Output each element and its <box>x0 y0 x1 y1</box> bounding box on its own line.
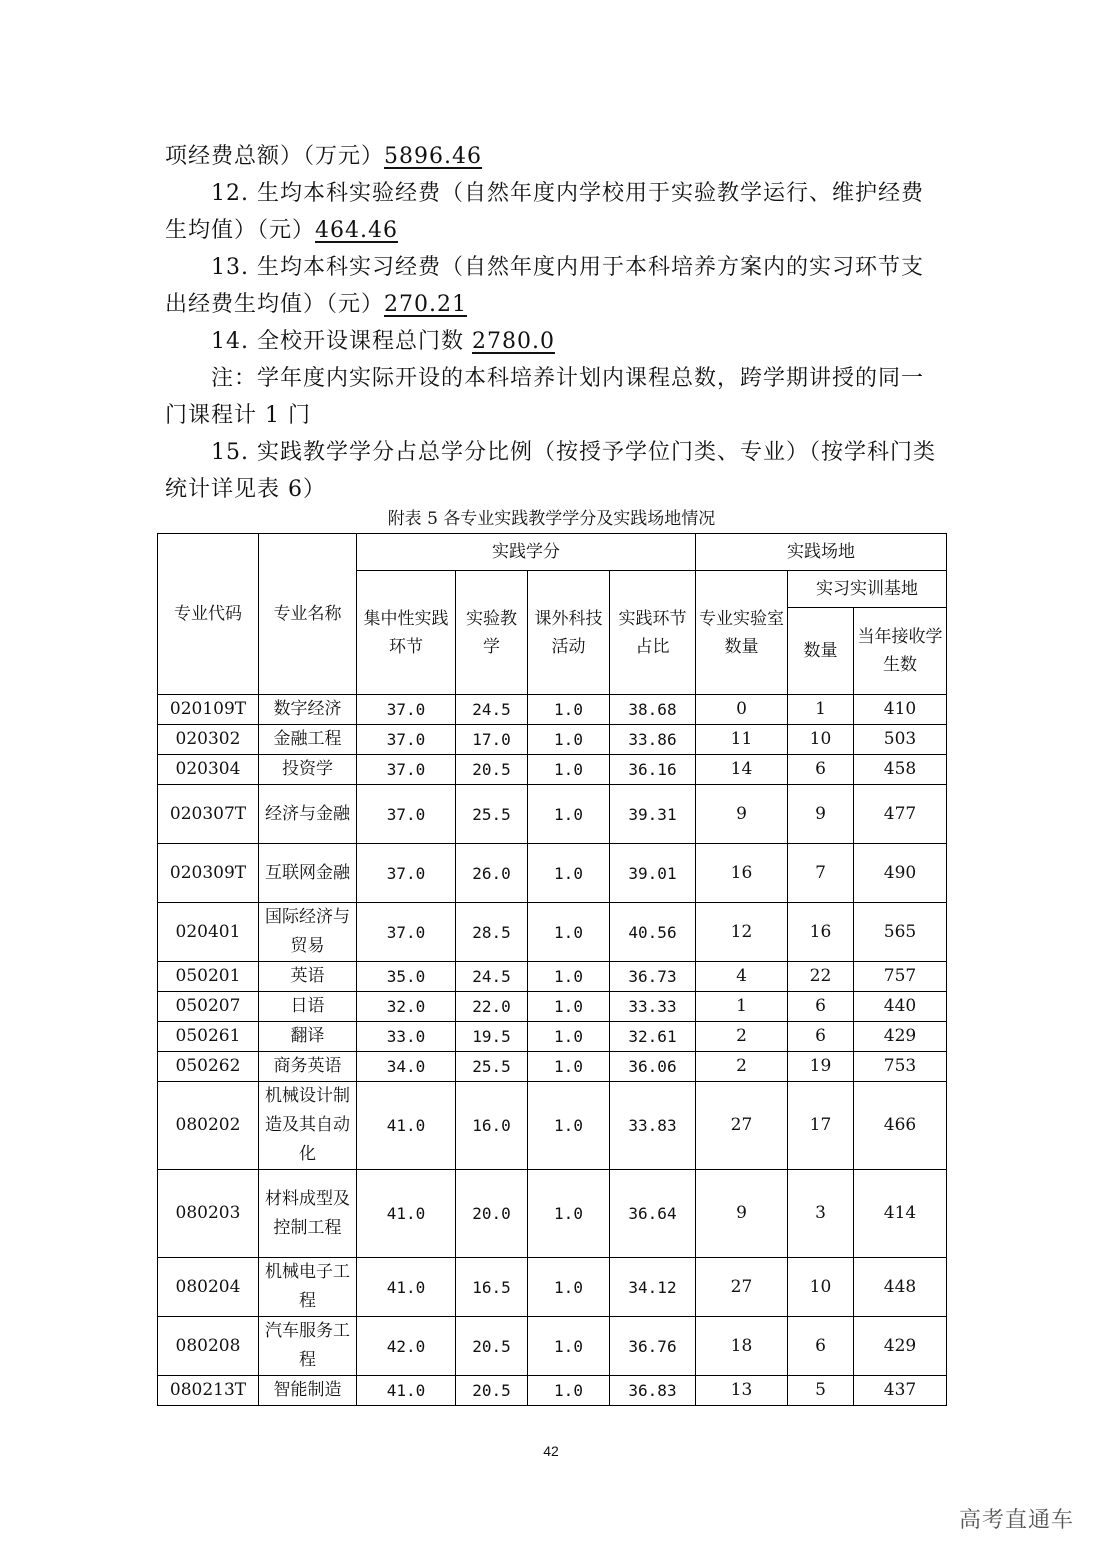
cell-name: 汽车服务工程 <box>259 1317 357 1376</box>
cell-experiment: 20.5 <box>456 755 528 785</box>
cell-name: 数字经济 <box>259 695 357 725</box>
cell-name: 商务英语 <box>259 1052 357 1082</box>
cell-students: 458 <box>854 755 947 785</box>
cell-labs: 9 <box>696 785 788 844</box>
cell-concentrated: 34.0 <box>357 1052 456 1082</box>
cell-name: 机械设计制造及其自动化 <box>259 1082 357 1170</box>
cell-ratio: 36.16 <box>610 755 696 785</box>
table-row <box>158 962 947 992</box>
cell-students: 440 <box>854 992 947 1022</box>
cell-labs: 27 <box>696 1082 788 1170</box>
cell-experiment: 17.0 <box>456 725 528 755</box>
cell-extracurricular: 1.0 <box>528 844 610 903</box>
cell-concentrated: 37.0 <box>357 785 456 844</box>
cell-labs: 2 <box>696 1052 788 1082</box>
cell-ratio: 36.64 <box>610 1170 696 1258</box>
cell-experiment: 28.5 <box>456 903 528 962</box>
cell-base-count: 6 <box>788 1022 854 1052</box>
cell-labs: 16 <box>696 844 788 903</box>
header-extracurricular: 课外科技活动 <box>528 571 610 695</box>
cell-code: 020307T <box>158 785 259 844</box>
cell-extracurricular: 1.0 <box>528 992 610 1022</box>
table-caption: 附表 5 各专业实践教学学分及实践场地情况 <box>387 509 716 529</box>
cell-labs: 2 <box>696 1022 788 1052</box>
cell-ratio: 36.83 <box>610 1376 696 1406</box>
cell-name: 投资学 <box>259 755 357 785</box>
paragraph-text: 13. 生均本科实习经费（自然年度内用于本科培养方案内的实习环节支出经费生均值）（元） <box>165 255 924 317</box>
cell-experiment: 20.5 <box>456 1317 528 1376</box>
cell-labs: 18 <box>696 1317 788 1376</box>
cell-code: 020304 <box>158 755 259 785</box>
cell-students: 429 <box>854 1022 947 1052</box>
cell-name: 国际经济与贸易 <box>259 903 357 962</box>
cell-students: 503 <box>854 725 947 755</box>
cell-ratio: 33.86 <box>610 725 696 755</box>
cell-extracurricular: 1.0 <box>528 1258 610 1317</box>
table-row <box>158 992 947 1022</box>
table-row <box>158 725 947 755</box>
table-row <box>158 1052 947 1082</box>
cell-students: 466 <box>854 1082 947 1170</box>
table-row <box>158 785 947 844</box>
experiment-funding-value: 464.46 <box>315 218 398 243</box>
paragraph-11-tail <box>165 138 945 175</box>
cell-code: 020309T <box>158 844 259 903</box>
cell-concentrated: 42.0 <box>357 1317 456 1376</box>
header-labs: 专业实验室数量 <box>696 571 788 695</box>
cell-labs: 14 <box>696 755 788 785</box>
cell-labs: 27 <box>696 1258 788 1317</box>
cell-labs: 9 <box>696 1170 788 1258</box>
cell-code: 080204 <box>158 1258 259 1317</box>
paragraph-12 <box>165 175 945 249</box>
cell-concentrated: 41.0 <box>357 1170 456 1258</box>
header-bases: 实习实训基地 <box>788 571 947 608</box>
cell-extracurricular: 1.0 <box>528 1376 610 1406</box>
cell-extracurricular: 1.0 <box>528 1170 610 1258</box>
cell-base-count: 22 <box>788 962 854 992</box>
cell-ratio: 32.61 <box>610 1022 696 1052</box>
header-practice-sites: 实践场地 <box>696 534 947 571</box>
cell-name: 日语 <box>259 992 357 1022</box>
cell-concentrated: 41.0 <box>357 1258 456 1317</box>
cell-concentrated: 35.0 <box>357 962 456 992</box>
cell-name: 金融工程 <box>259 725 357 755</box>
page-number: 42 <box>543 1443 559 1459</box>
cell-extracurricular: 1.0 <box>528 695 610 725</box>
cell-experiment: 16.0 <box>456 1082 528 1170</box>
cell-labs: 0 <box>696 695 788 725</box>
cell-labs: 12 <box>696 903 788 962</box>
cell-code: 020109T <box>158 695 259 725</box>
cell-extracurricular: 1.0 <box>528 1317 610 1376</box>
note-paragraph: 注：学年度内实际开设的本科培养计划内课程总数，跨学期讲授的同一门课程计 1 门 <box>165 366 925 428</box>
cell-students: 490 <box>854 844 947 903</box>
cell-base-count: 6 <box>788 992 854 1022</box>
cell-students: 429 <box>854 1317 947 1376</box>
paragraph-14 <box>165 323 945 360</box>
cell-concentrated: 37.0 <box>357 844 456 903</box>
cell-experiment: 25.5 <box>456 785 528 844</box>
cell-extracurricular: 1.0 <box>528 755 610 785</box>
cell-concentrated: 41.0 <box>357 1082 456 1170</box>
table-row <box>158 695 947 725</box>
cell-code: 020302 <box>158 725 259 755</box>
cell-code: 050201 <box>158 962 259 992</box>
cell-students: 565 <box>854 903 947 962</box>
cell-ratio: 36.73 <box>610 962 696 992</box>
cell-code: 080202 <box>158 1082 259 1170</box>
header-base-count: 数量 <box>788 608 854 695</box>
cell-students: 757 <box>854 962 947 992</box>
cell-students: 437 <box>854 1376 947 1406</box>
cell-experiment: 16.5 <box>456 1258 528 1317</box>
cell-experiment: 20.0 <box>456 1170 528 1258</box>
cell-extracurricular: 1.0 <box>528 1052 610 1082</box>
paragraph-text: 12. 生均本科实验经费（自然年度内学校用于实验教学运行、维护经费生均值）（元） <box>165 181 924 243</box>
practice-credits-table <box>157 533 947 1406</box>
paragraph-text: 14. 全校开设课程总门数 <box>211 329 472 354</box>
cell-base-count: 17 <box>788 1082 854 1170</box>
cell-code: 020401 <box>158 903 259 962</box>
table-row <box>158 1170 947 1258</box>
cell-code: 050262 <box>158 1052 259 1082</box>
cell-experiment: 26.0 <box>456 844 528 903</box>
header-practice-credits: 实践学分 <box>357 534 696 571</box>
header-name: 专业名称 <box>259 534 357 695</box>
cell-experiment: 22.0 <box>456 992 528 1022</box>
cell-concentrated: 37.0 <box>357 755 456 785</box>
cell-students: 448 <box>854 1258 947 1317</box>
cell-labs: 13 <box>696 1376 788 1406</box>
cell-ratio: 39.31 <box>610 785 696 844</box>
cell-extracurricular: 1.0 <box>528 903 610 962</box>
cell-concentrated: 32.0 <box>357 992 456 1022</box>
cell-experiment: 20.5 <box>456 1376 528 1406</box>
cell-ratio: 33.33 <box>610 992 696 1022</box>
cell-experiment: 24.5 <box>456 695 528 725</box>
cell-students: 477 <box>854 785 947 844</box>
cell-extracurricular: 1.0 <box>528 1082 610 1170</box>
cell-experiment: 24.5 <box>456 962 528 992</box>
cell-base-count: 10 <box>788 1258 854 1317</box>
cell-base-count: 9 <box>788 785 854 844</box>
table-row <box>158 1317 947 1376</box>
cell-ratio: 36.06 <box>610 1052 696 1082</box>
table-row <box>158 844 947 903</box>
paragraph-15: 15. 实践教学学分占总学分比例（按授予学位门类、专业）（按学科门类统计详见表 6） <box>165 440 936 502</box>
cell-ratio: 38.68 <box>610 695 696 725</box>
cell-students: 410 <box>854 695 947 725</box>
cell-base-count: 5 <box>788 1376 854 1406</box>
cell-name: 材料成型及控制工程 <box>259 1170 357 1258</box>
cell-students: 414 <box>854 1170 947 1258</box>
cell-base-count: 1 <box>788 695 854 725</box>
cell-base-count: 3 <box>788 1170 854 1258</box>
cell-experiment: 25.5 <box>456 1052 528 1082</box>
cell-ratio: 33.83 <box>610 1082 696 1170</box>
table-row <box>158 1376 947 1406</box>
cell-ratio: 36.76 <box>610 1317 696 1376</box>
paragraph-text: 项经费总额）（万元） <box>165 144 385 169</box>
table-row <box>158 1258 947 1317</box>
cell-labs: 1 <box>696 992 788 1022</box>
cell-name: 英语 <box>259 962 357 992</box>
watermark: 高考直通车 <box>958 1508 1074 1533</box>
cell-concentrated: 37.0 <box>357 725 456 755</box>
course-count-value: 2780.0 <box>471 329 555 354</box>
cell-labs: 4 <box>696 962 788 992</box>
header-students: 当年接收学生数 <box>854 608 947 695</box>
cell-code: 080203 <box>158 1170 259 1258</box>
cell-name: 智能制造 <box>259 1376 357 1406</box>
cell-extracurricular: 1.0 <box>528 785 610 844</box>
cell-name: 经济与金融 <box>259 785 357 844</box>
cell-name: 机械电子工程 <box>259 1258 357 1317</box>
cell-ratio: 39.01 <box>610 844 696 903</box>
cell-base-count: 6 <box>788 1317 854 1376</box>
cell-labs: 11 <box>696 725 788 755</box>
cell-extracurricular: 1.0 <box>528 1022 610 1052</box>
cell-students: 753 <box>854 1052 947 1082</box>
cell-concentrated: 37.0 <box>357 695 456 725</box>
cell-extracurricular: 1.0 <box>528 725 610 755</box>
header-ratio: 实践环节占比 <box>610 571 696 695</box>
cell-concentrated: 37.0 <box>357 903 456 962</box>
cell-base-count: 10 <box>788 725 854 755</box>
cell-concentrated: 33.0 <box>357 1022 456 1052</box>
header-code: 专业代码 <box>158 534 259 695</box>
cell-name: 互联网金融 <box>259 844 357 903</box>
cell-base-count: 19 <box>788 1052 854 1082</box>
cell-base-count: 6 <box>788 755 854 785</box>
cell-ratio: 40.56 <box>610 903 696 962</box>
cell-concentrated: 41.0 <box>357 1376 456 1406</box>
table-row <box>158 1022 947 1052</box>
cell-base-count: 7 <box>788 844 854 903</box>
cell-name: 翻译 <box>259 1022 357 1052</box>
table-row <box>158 755 947 785</box>
paragraph-13 <box>165 249 945 323</box>
header-experiment: 实验教学 <box>456 571 528 695</box>
total-funding-value: 5896.46 <box>384 144 482 169</box>
table-row <box>158 1082 947 1170</box>
header-concentrated: 集中性实践环节 <box>357 571 456 695</box>
cell-code: 050261 <box>158 1022 259 1052</box>
table-row <box>158 903 947 962</box>
cell-ratio: 34.12 <box>610 1258 696 1317</box>
cell-extracurricular: 1.0 <box>528 962 610 992</box>
internship-funding-value: 270.21 <box>384 292 467 317</box>
cell-code: 050207 <box>158 992 259 1022</box>
cell-code: 080208 <box>158 1317 259 1376</box>
cell-experiment: 19.5 <box>456 1022 528 1052</box>
cell-code: 080213T <box>158 1376 259 1406</box>
cell-base-count: 16 <box>788 903 854 962</box>
